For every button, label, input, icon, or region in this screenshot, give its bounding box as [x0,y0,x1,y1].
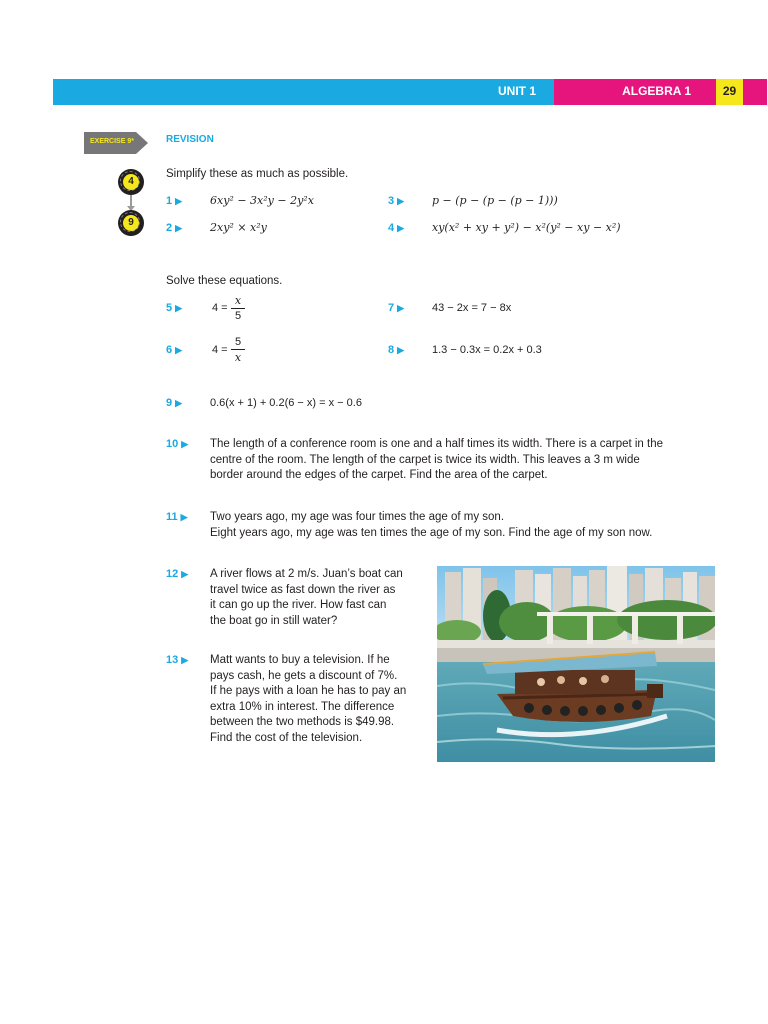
question-3-expression: p − (p − (p − (p − 1))) [432,194,558,207]
question-number: 2 ▶ [166,222,183,234]
question-6-lhs: 4 = [212,344,228,356]
page-header [53,79,767,105]
arrow-icon: ▶ [175,303,183,313]
fraction-denominator: 5 [234,310,242,322]
exercise-title: REVISION [166,134,214,145]
instruction-solve: Solve these equations. [166,275,283,287]
difficulty-badge-end [118,210,144,236]
question-7-expression: 43 − 2x = 7 − 8x [432,302,512,314]
question-10-text: The length of a conference room is one and a half times its width. There is a carpet in the centre of the room. The length of the carpet is twice its width. This leaves a 3 m wide border around the edges of the carpet. Find the area of the carpet. [210,438,664,481]
arrow-icon: ▶ [397,196,405,206]
arrow-icon: ▶ [181,655,189,665]
question-number: 8 ▶ [388,344,405,356]
arrow-icon: ▶ [180,512,188,522]
question-number: 12 ▶ [166,568,189,580]
arrow-icon: ▶ [181,569,189,579]
header-blue-band [53,79,554,105]
arrow-icon: ▶ [397,303,405,313]
question-6-fraction [231,336,245,364]
question-number: 3 ▶ [388,195,405,207]
question-5-lhs: 4 = [212,302,228,314]
fraction-bar [231,349,245,350]
fraction-numerator: x [234,294,242,307]
unit-label: UNIT 1 [497,84,536,98]
question-number: 6 ▶ [166,344,183,356]
question-number: 5 ▶ [166,302,183,314]
arrow-icon: ▶ [397,223,405,233]
exercise-label: EXERCISE 9* [90,138,134,145]
question-5-fraction [231,294,245,322]
question-number: 11 ▶ [166,511,188,523]
question-9-expression: 0.6(x + 1) + 0.2(6 − x) = x − 0.6 [210,397,362,409]
question-number: 10 ▶ [166,438,189,450]
question-4-expression: xy(x² + xy + y²) − x²(y² − xy − x²) [432,221,621,234]
arrow-icon: ▶ [175,398,183,408]
question-number: 4 ▶ [388,222,405,234]
instruction-simplify: Simplify these as much as possible. [166,168,349,180]
arrow-icon: ▶ [175,345,183,355]
question-12-text: A river flows at 2 m/s. Juan’s boat can travel twice as fast down the river as it can go up the river. How fast can the boat go in still water? [210,568,403,627]
fraction-bar [231,308,245,309]
question-11-text: Two years ago, my age was four times the age of my son. Eight years ago, my age was ten times the age of my son. Find the age of my son now. [210,511,653,539]
page-number: 29 [722,84,737,98]
difficulty-badge-start [118,169,144,195]
difficulty-level-end: 9 [123,215,139,231]
difficulty-level-start: 4 [123,174,139,190]
question-number: 1 ▶ [166,195,183,207]
question-1-expression: 6xy² − 3x²y − 2y²x [210,194,314,207]
question-number: 13 ▶ [166,654,189,666]
question-13-text: Matt wants to buy a television. If he pays cash, he gets a discount of 7%. If he pays with a loan he has to pay an extra 10% in interest. The difference between the two methods is $49.98. Find the cost of the television. [210,654,407,744]
header-pink-tail [743,79,767,105]
exercise-tag-arrow [136,132,148,154]
fraction-numerator: 5 [234,336,242,348]
arrow-icon: ▶ [175,196,183,206]
arrow-icon: ▶ [175,223,183,233]
fraction-denominator: x [234,351,242,364]
page-number-box [716,79,743,105]
arrow-icon: ▶ [397,345,405,355]
section-label: ALGEBRA 1 [622,84,691,98]
river-boat-photo [437,566,715,762]
question-number: 9 ▶ [166,397,183,409]
arrow-icon: ▶ [181,439,189,449]
question-number: 7 ▶ [388,302,405,314]
question-2-expression: 2xy² × x²y [210,221,267,234]
question-8-expression: 1.3 − 0.3x = 0.2x + 0.3 [432,344,542,356]
river-boat-illustration [437,566,715,762]
header-pink-band [554,79,716,105]
